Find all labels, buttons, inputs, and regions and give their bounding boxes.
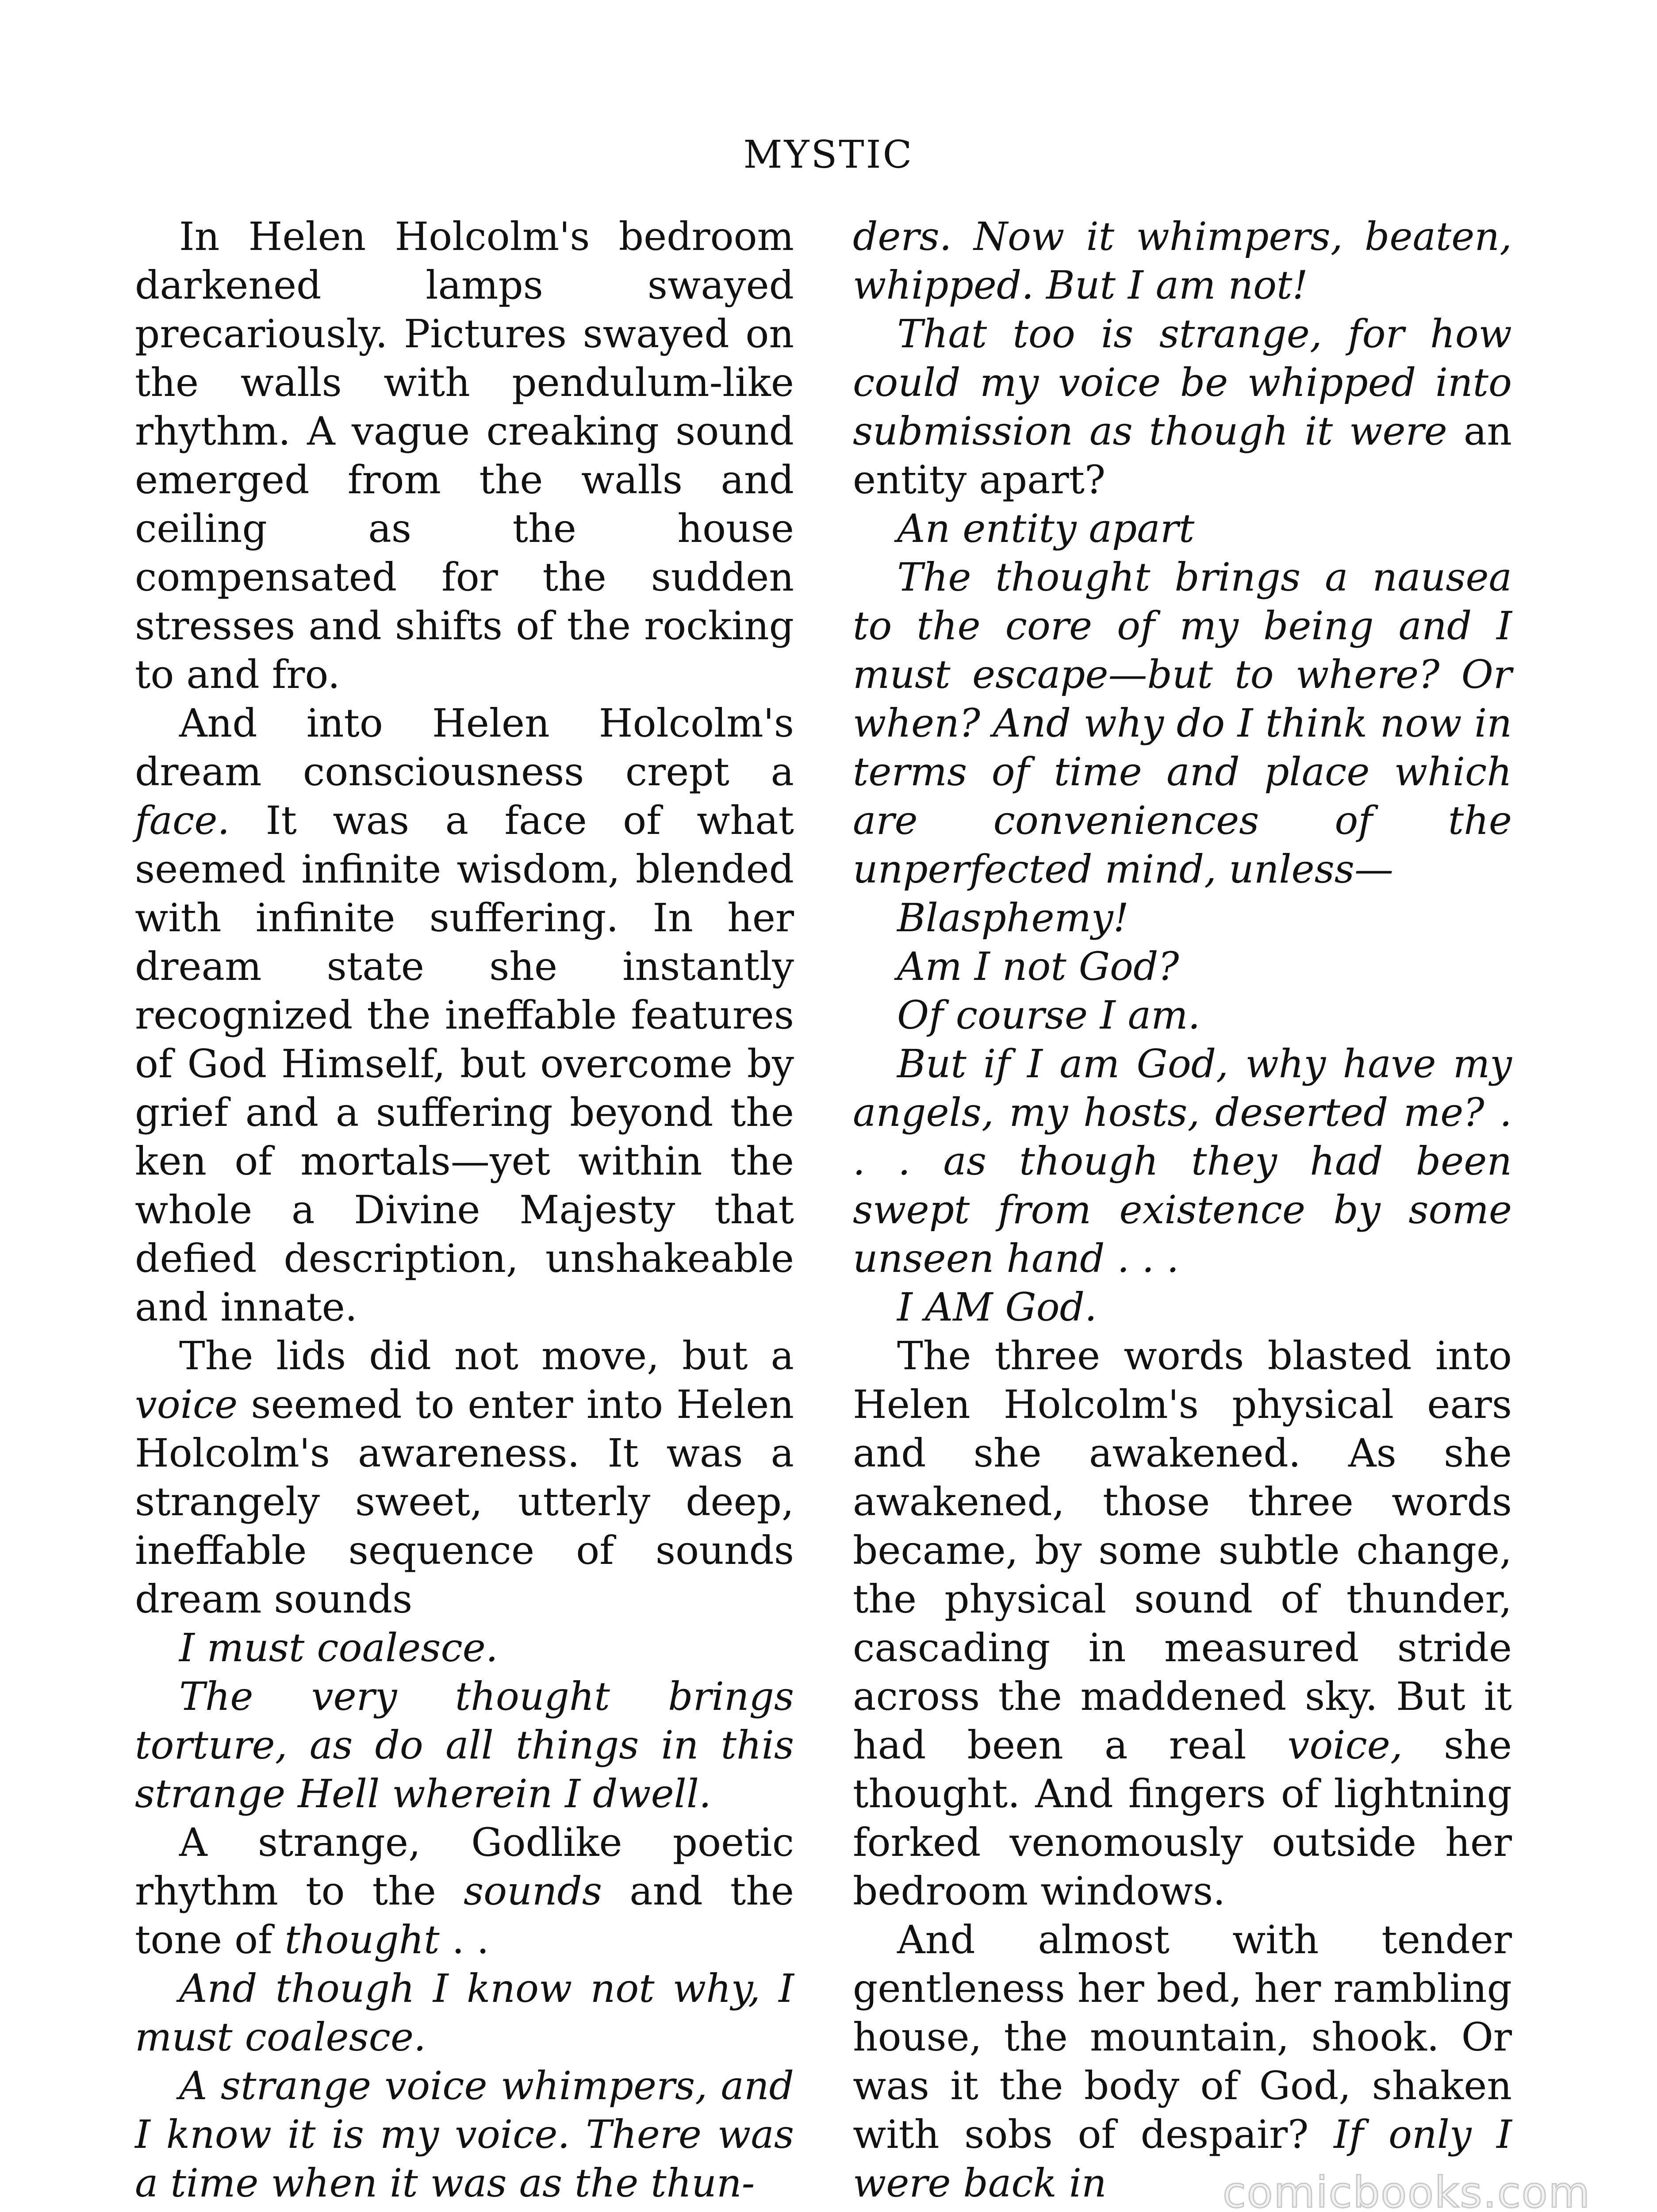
paragraph [853,1332,1512,1916]
text-run: The lids did not move, but a [179,1333,794,1379]
italic-paragraph: And though I know not why, I must coalesce. [135,1966,794,2060]
italic-paragraph: I AM God. [897,1284,1097,1330]
italic-paragraph: The thought brings a nausea to the core of my being and I must escape—but to where? Or when? And why do I think now in terms of time and place which are conveniences of the unperfected mind, unless— [853,554,1512,892]
italic-paragraph: Blasphemy! [897,895,1129,941]
italic-text-run: That too is strange, for how could my voice be whipped into submission as though it were [853,311,1512,454]
text-run: And into Helen Holcolm's dream consciousness crept a [135,700,794,795]
text-run: she thought. And fingers of lightning forked venomously outside her bedroom windows. [853,1722,1512,1914]
text-run: A strange, Godlike poetic rhythm to the [135,1820,794,1914]
left-column [135,212,794,2208]
text-run: an entity apart? [853,408,1512,503]
paragraph [135,699,794,1332]
text-run: And almost with tender gentleness her bed, her rambling house, the mountain, shook. Or was it the body of God, shaken with sobs of despair? [853,1917,1512,2157]
italic-text-run: sounds [464,1868,602,1914]
paragraph [853,310,1512,504]
text-run: It was a face of what seemed infinite wisdom, blended with infinite suffering. In her dream state she instantly recognized the ineffable features of God Himself, but overcome by grief and a suffering beyond the ken of mortals—yet within the whole a Divine Majesty that defied description, unshakeable and innate. [135,798,794,1330]
italic-paragraph: Am I not God? [897,944,1179,989]
italic-text-run: voice, [1287,1722,1403,1768]
italic-paragraph: I must coalesce. [179,1625,498,1671]
text-run: The three words blasted into Helen Holcolm's physical ears and she awakened. As she awakened, those three words became, by some subtle change, the physical sound of thunder, cascading in measured stride across the maddened sky. But it had been a real [853,1333,1512,1768]
watermark: comicbooks.com [1222,2168,1591,2212]
paragraph [135,1332,794,1624]
italic-text-run: thought [284,1917,440,1962]
italic-paragraph: A strange voice whimpers, and I know it is my voice. There was a time when it was as the thun- [135,2063,794,2206]
italic-text-run: face. [135,798,230,843]
page-title: MYSTIC [743,133,914,177]
text-run: seemed to enter into Helen Holcolm's awareness. It was a strangely sweet, utterly deep, ineffable sequence of sounds dream sounds [135,1382,794,1622]
italic-text-run: If only I were back in [853,2112,1512,2206]
text-run: and the tone of [135,1868,794,1962]
paragraph: In Helen Holcolm's bedroom darkened lamps swayed precariously. Pictures swayed on the walls with pendulum-like rhythm. A vague creaking sound emerged from the walls and ceiling as the house compensated for the sudden stresses and shifts of the rocking to and fro. [135,214,794,697]
italic-paragraph: Of course I am. [897,992,1201,1038]
italic-text-run: voice [135,1382,238,1427]
italic-paragraph: ders. Now it whimpers, beaten, whipped. But I am not! [853,214,1512,308]
italic-paragraph: The very thought brings torture, as do all things in this strange Hell wherein I dwell. [135,1674,794,1816]
italic-paragraph: But if I am God, why have my angels, my hosts, deserted me? . . . as though they had been swept from existence by some unseen hand . . . [853,1041,1512,1281]
paragraph [853,1916,1512,2208]
right-column [853,212,1512,2208]
text-run: . . [439,1917,489,1962]
paragraph [135,1818,794,1964]
italic-paragraph: An entity apart [897,506,1195,551]
